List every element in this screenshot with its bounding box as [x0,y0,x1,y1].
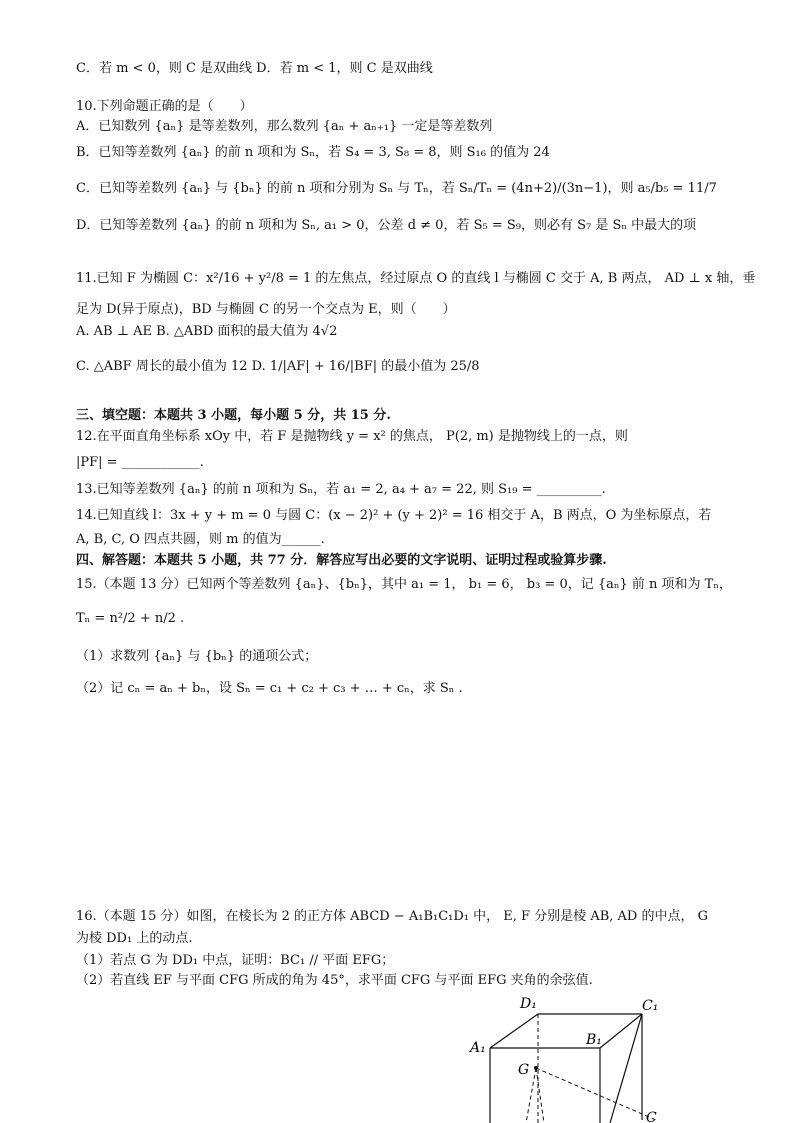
q10-stem: 10.下列命题正确的是（ ） [76,99,253,114]
q9-options-cd: C．若 m < 0，则 C 是双曲线 D．若 m < 1，则 C 是双曲线 [76,61,433,76]
q10-option-c: C．已知等差数列 {aₙ} 与 {bₙ} 的前 n 项和分别为 Sₙ 与 Tₙ，若 Sₙ/Tₙ = (4n+2)/(3n−1)，则 a₅/b₅ = 11/7 [76,181,717,196]
segment-bc1 [610,1014,642,1123]
q14-stem-1: 14.已知直线 l：3x + y + m = 0 与圆 C：(x − 2)² + (y + 2)² = 16 相交于 A，B 两点，O 为坐标原点，若 [76,508,712,523]
section-3-heading: 三、填空题：本题共 3 小题，每小题 5 分，共 15 分. [76,408,391,423]
q12-blank: |PF| = ____________. [76,455,204,470]
section-4-heading: 四、解答题：本题共 5 小题，共 77 分．解答应写出必要的文字说明、证明过程或验算步骤. [76,553,607,568]
label-c1: C₁ [642,998,659,1014]
q12-stem: 12.在平面直角坐标系 xOy 中，若 F 是抛物线 y = x² 的焦点， P(2, m) 是抛物线上的一点，则 [76,429,628,444]
q15-stem-2: Tₙ = n²/2 + n/2 . [76,611,185,626]
segment-g-e-hidden [536,1068,544,1123]
q11-options-cd: C. △ABF 周长的最小值为 12 D. 1/|AF| + 16/|BF| 的最小值为 25/8 [76,359,480,374]
label-d1: D₁ [520,996,537,1012]
q16-part-2: （2）若直线 EF 与平面 CFG 所成的角为 45°，求平面 CFG 与平面 EFG 夹角的余弦值. [76,973,593,988]
edge-a1-d1 [490,1014,538,1048]
q11-options-ab: A. AB ⊥ AE B. △ABD 面积的最大值为 4√2 [76,324,338,339]
label-b1: B₁ [586,1032,602,1048]
q16-part-1: （1）若点 G 为 DD₁ 中点，证明：BC₁ // 平面 EFG； [76,953,395,968]
q10-option-d: D．已知等差数列 {aₙ} 的前 n 项和为 Sₙ, a₁ > 0，公差 d ≠ 0，若 S₅ = S₉，则必有 S₇ 是 Sₙ 中最大的项 [76,218,697,233]
label-a1: A₁ [470,1040,486,1056]
q11-stem-2: 足为 D(异于原点)，BD 与椭圆 C 的另一个交点为 E，则（ ） [76,302,456,317]
label-g: G [518,1062,530,1078]
q15-part-2: （2）记 cₙ = aₙ + bₙ，设 Sₙ = c₁ + c₂ + c₃ + … + cₙ，求 Sₙ . [76,681,463,696]
q16-stem-2: 为棱 DD₁ 上的动点. [76,931,193,946]
q16-stem-1: 16.（本题 15 分）如图，在棱长为 2 的正方体 ABCD − A₁B₁C₁D₁ 中， E, F 分别是棱 AB, AD 的中点， G [76,909,708,924]
q15-part-1: （1）求数列 {aₙ} 与 {bₙ} 的通项公式； [76,649,318,664]
cube-figure [460,988,700,1123]
label-c: C [646,1110,657,1123]
q10-option-a: A．已知数列 {aₙ} 是等差数列，那么数列 {aₙ + aₙ₊₁} 一定是等差数列 [76,119,493,134]
q11-stem-1: 11.已知 F 为椭圆 C：x²/16 + y²/8 = 1 的左焦点，经过原点 O 的直线 l 与椭圆 C 交于 A, B 两点， AD ⊥ x 轴，垂 [76,271,756,286]
q14-stem-2: A, B, C, O 四点共圆，则 m 的值为______. [76,532,325,547]
edge-b1-c1 [600,1014,642,1048]
point-g [534,1066,538,1070]
segment-g-c-hidden [536,1068,656,1120]
q13-stem: 13.已知等差数列 {aₙ} 的前 n 项和为 Sₙ，若 a₁ = 2, a₄ + a₇ = 22, 则 S₁₉ = __________. [76,482,606,497]
q10-option-b: B．已知等差数列 {aₙ} 的前 n 项和为 Sₙ，若 S₄ = 3, S₈ = 8，则 S₁₆ 的值为 24 [76,145,550,160]
q15-stem-1: 15.（本题 13 分）已知两个等差数列 {aₙ}、{bₙ}，其中 a₁ = 1， b₁ = 6， b₃ = 0，记 {aₙ} 前 n 项和为 Tₙ， [76,577,732,592]
